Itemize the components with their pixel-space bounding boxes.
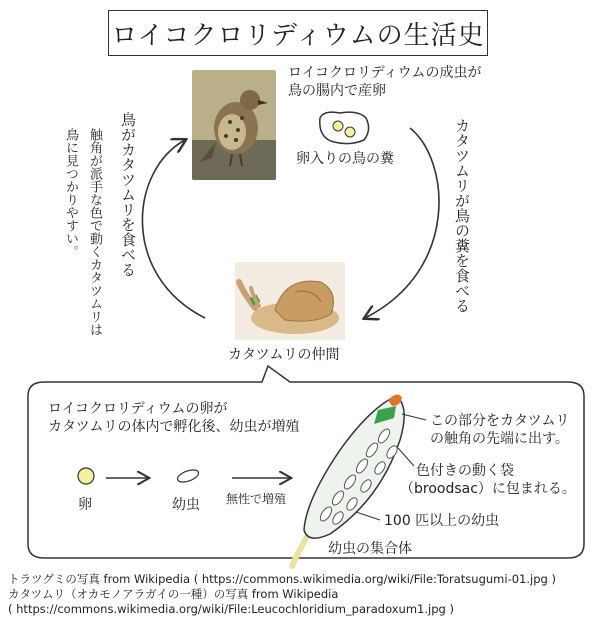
tip-note-line2: の触角の先端に出す。	[430, 431, 569, 447]
sac-note-line1: 色付きの動く袋	[416, 463, 514, 479]
left-note-line2: 鳥に見つかりやすい。	[63, 128, 78, 258]
snail-label: カタツムリの仲間	[228, 347, 340, 363]
larva-label: 幼虫	[172, 497, 200, 513]
aggregate-label: 幼虫の集合体	[328, 541, 412, 557]
right-arrow-label: カタツムリが鳥の糞を食べる	[453, 118, 471, 313]
footer-credit-line2: カタツムリ（オカモノアラガイの一種）の写真 from Wikipedia	[8, 587, 339, 601]
footer-credit-line3: ( https://commons.wikimedia.org/wiki/File:Leucochloridium_paradoxum1.jpg )	[8, 602, 454, 616]
left-note-line1: 触角が派手な色で動くカタツムリは	[87, 128, 102, 336]
tip-note-line1: この部分をカタツムリ	[430, 413, 570, 429]
egg-label: 卵	[78, 497, 92, 513]
diagram-title: ロイコクロリディウムの生活史	[111, 20, 485, 51]
footer-credit-line1: トラツグミの写真 from Wikipedia ( https://commons.wikimedia.org/wiki/File:Toratsugumi-01.jpg )	[8, 572, 556, 586]
sac-note-line2: （broodsac）に包まれる。	[400, 481, 576, 497]
asexual-label: 無性で増殖	[226, 492, 287, 506]
bird-caption-line2: 鳥の腸内で産卵	[288, 83, 386, 99]
detail-line2: カタツムリの体内で孵化後、幼虫が増殖	[48, 419, 300, 435]
detail-line1: ロイコクロリディウムの卵が	[48, 401, 228, 417]
feces-label: 卵入りの鳥の糞	[296, 151, 394, 167]
count-note: 100 匹以上の幼虫	[384, 513, 500, 529]
bird-caption-line1: ロイコクロリディウムの成虫が	[288, 65, 482, 81]
left-arrow-label: 鳥がカタツムリを食べる	[119, 112, 137, 277]
